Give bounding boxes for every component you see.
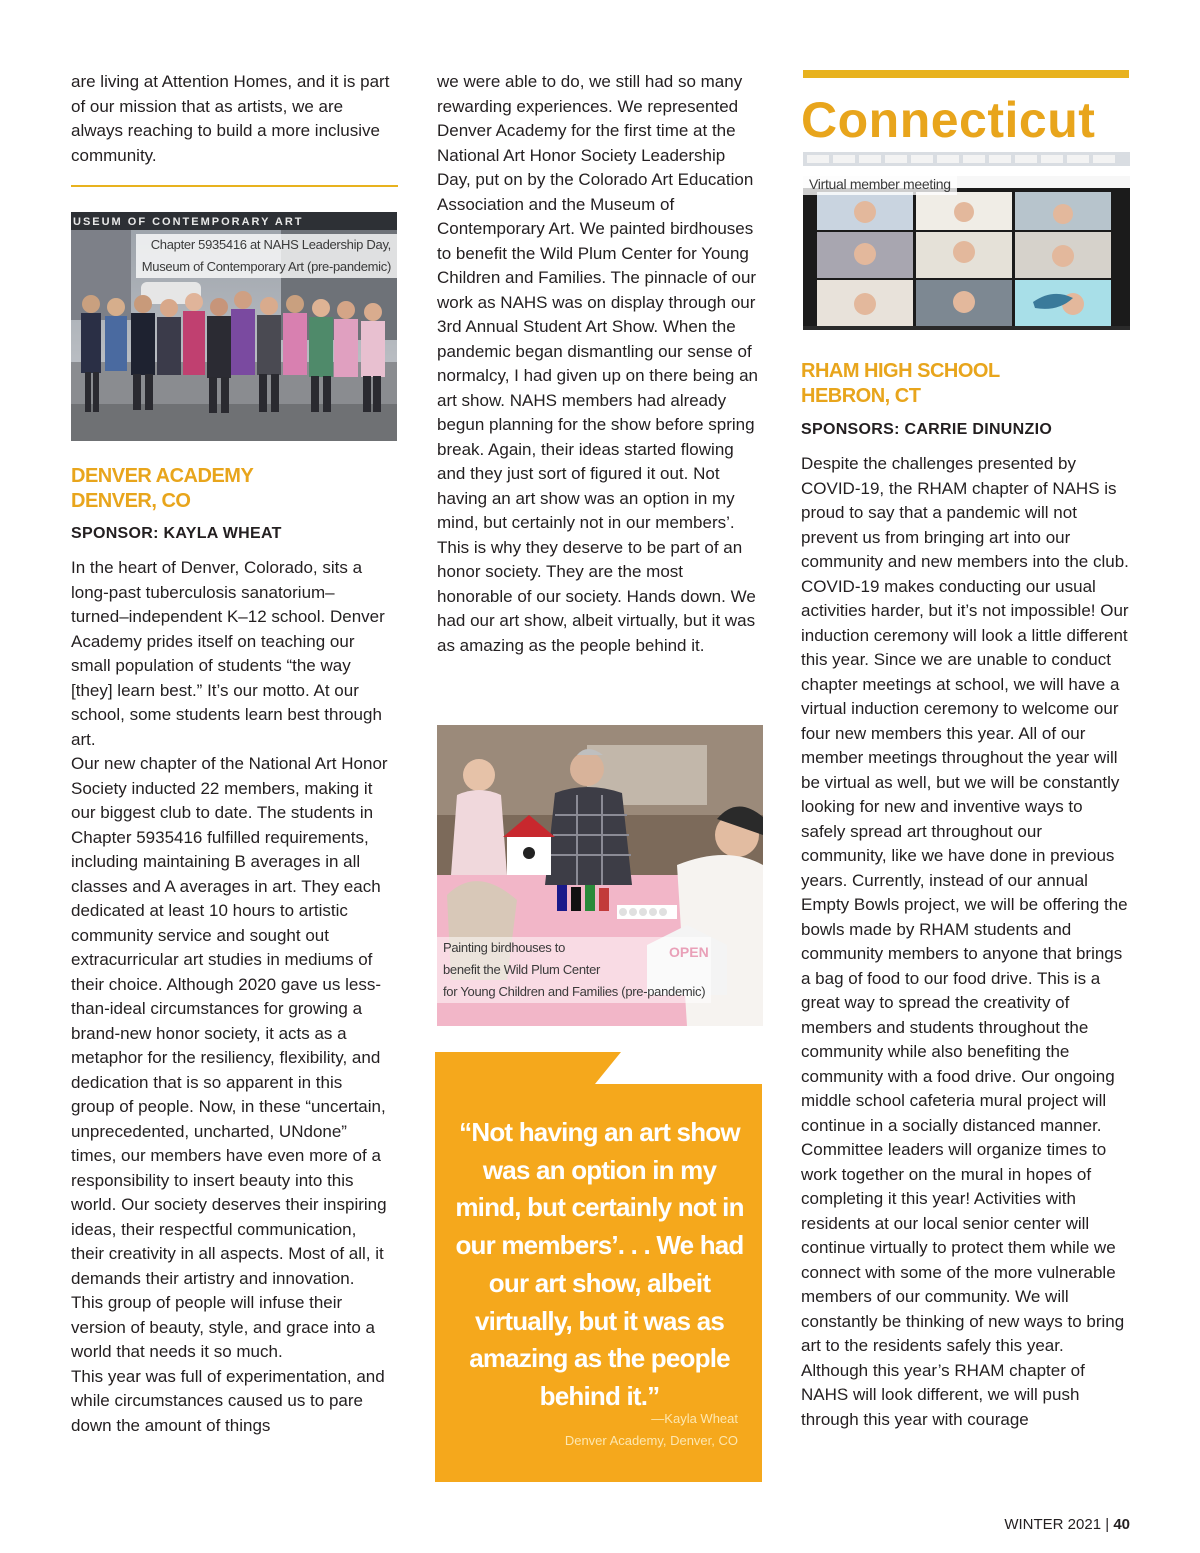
column-2 [437,70,762,658]
denver-academy-location: DENVER, CO [71,490,191,512]
pull-quote-text: “Not having an art show was an option in my mind, but certainly not in our members’. . . We had our art show, albeit virtually, but it was as amazing as the people behind it.” [455,1117,744,1411]
birdhouse-caption-line1: Painting birdhouses to [443,940,566,955]
col1-divider [71,185,398,187]
page-footer [1004,1516,1130,1533]
footer-separator: | [1105,1516,1114,1533]
col1-intro-paragraph: are living at Attention Homes, and it is part of our mission that as artists, we are always reaching to build a more inclusive community. [71,72,390,165]
denver-academy-body [71,556,389,1438]
col2-paragraph: we were able to do, we still had so many rewarding experiences. We represented Denver Academy for the first time at the National Art Honor Society Leadership Day, put on by the Colorado Art Education Association and the Museum of Contemporary Art. We painted birdhouses to benefit the Wild Plum Center for Young Children and Families. The pinnacle of our work as NAHS was on display through our 3rd Annual Student Art Show. When the pandemic began dismantling our sense of normalcy, I had given up on there being an art show. NAHS members had already begun planning for the show before spring break. Again, their ideas started flowing and they just sort of figured it out. Not having an art show was an option in my mind, but certainly not in our members’. This is why they deserve to be part of an honor society. They are the most honorable of our society. Hands down. We had our art show, albeit virtually, but it was as amazing as the people behind it. [437,72,759,655]
rham-school-name: RHAM HIGH SCHOOL [801,360,1000,382]
leadership-day-caption-line1: Chapter 5935416 at NAHS Leadership Day, [150,237,391,252]
birdhouse-caption-line3: for Young Children and Families (pre-pandemic) [443,984,706,999]
denver-academy-name: DENVER ACADEMY [71,465,254,487]
leadership-day-caption-line2: Museum of Contemporary Art (pre-pandemic) [141,259,391,274]
pull-quote-organization: Denver Academy, Denver, CO [564,1433,738,1448]
leadership-day-caption [136,234,397,278]
museum-sign-text: USEUM OF CONTEMPORARY ART [73,216,304,228]
rham-paragraph: Despite the challenges presented by COVID-19, the RHAM chapter of NAHS is proud to say that a pandemic will not prevent us from bringing art into our community and new members into the club. COVID-19 makes conducting our usual activities harder, but it’s not impossible! Our induction ceremony will look a little different this year. Since we are unable to conduct chapter meetings at school, we will have a virtual induction ceremony to welcome our four new members this year. All of our member meetings throughout the year will be virtual as well, but we will be constantly looking for new and inventive ways to safely spread art throughout our community, like we have done in previous years. Currently, instead of our annual Empty Bowls project, we will be offering the bowls made by RHAM students and community members to anyone that brings a bag of food to our food drive. This is a great way to spread the creativity of members and students throughout the community while also benefiting the community with a food drive. Our ongoing middle school cafeteria mural project will continue in a socially distanced manner. Committee leaders will organize times to work together on the mural in hopes of completing it this year! Activities with residents at our local senior center will continue virtually to protect them while we connect with some of the more vulnerable members of our community. We will constantly be thinking of new ways to bring art to the residents safely this year. Although this year’s RHAM chapter of NAHS will look different, we will push through this year with courage [801,454,1129,1429]
denver-academy-heading [71,464,253,514]
birdhouse-photo [437,725,763,1026]
leadership-day-photo [71,212,397,441]
virtual-meeting-screenshot [803,152,1130,330]
denver-academy-paragraph-2: Our new chapter of the National Art Honor Society inducted 22 members, making it our biggest club to date. The students in Chapter 5935416 fulfilled requirements, including maintaining B averages in all classes and A averages in art. They each dedicated at least 10 hours to artistic community service and sought out extracurricular art studies in mediums of their choice. Although 2020 gave us less-than-ideal circumstances for growing a brand-new honor society, it acts as a metaphor for the resiliency, flexibility, and dedication that is so apparent in this group of people. Now, in these “uncertain, unprecedented, uncharted, UNdone” times, our members have even more of a responsibility to insert beauty into this world. Our society deserves their inspiring ideas, their respectful communication, their creativity in all aspects. Most of all, it demands their artistry and innovation. This group of people will infuse their version of beauty, style, and grace into a world that needs it so much. [71,754,388,1361]
denver-academy-paragraph-1: In the heart of Denver, Colorado, sits a long-past tuberculosis sanatorium–turned–independent K–12 school. Denver Academy prides itself on teaching our small population of students “the way [they] learn best.” It’s our motto. At our school, some students learn best through art. [71,558,385,749]
virtual-meeting-caption: Virtual member meeting [803,173,957,195]
denver-academy-sponsor: SPONSOR: KAYLA WHEAT [71,525,282,542]
connecticut-top-bar [803,70,1129,78]
pull-quote-author: —Kayla Wheat [651,1411,738,1426]
rham-body [801,452,1131,1432]
rham-school-location: HEBRON, CT [801,385,921,407]
state-heading: Connecticut [801,92,1096,148]
issue-label: WINTER 2021 [1004,1516,1102,1533]
denver-academy-paragraph-3: This year was full of experimentation, and while circumstances caused us to pare down the amount of things [71,1366,385,1435]
rham-sponsor: SPONSORS: CARRIE DINUNZIO [801,421,1053,438]
birdhouse-caption [437,937,711,1003]
page-number: 40 [1113,1516,1130,1533]
rham-heading [801,359,1000,409]
column-1 [71,70,391,168]
birdhouse-caption-line2: benefit the Wild Plum Center [443,962,601,977]
